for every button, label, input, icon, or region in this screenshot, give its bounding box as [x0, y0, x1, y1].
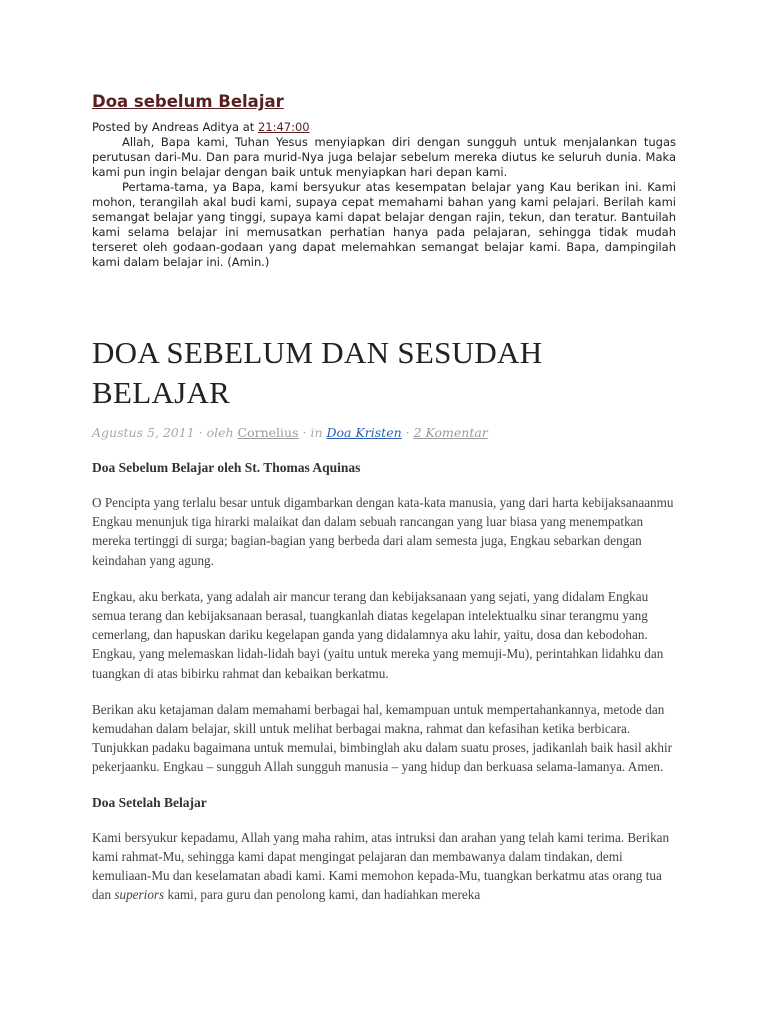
article-paragraph: Berikan aku ketajaman dalam memahami berbagai hal, kemampuan untuk mempertahankannya, metode dan kemudahan dalam belajar, skill untuk melihat berbagai makna, rahmat dan kefasihan ketika berbicara. Tunjukkan padaku bagaimana untuk memulai, bimbinglah aku dalam suatu proses, jadikanlah baik hasil akhir pekerjaanku. Engkau – sungguh Allah sungguh manusia – yang hidup dan berkuasa selama-lamanya. Amen.	[92, 701, 673, 775]
category-link[interactable]: Doa Kristen	[326, 425, 402, 440]
section-heading-after: Doa Setelah Belajar	[92, 794, 207, 810]
author-link[interactable]: Cornelius	[237, 425, 299, 440]
meta-separator: ·	[401, 425, 414, 440]
meta-date: Agustus 5, 2011 · oleh	[92, 425, 238, 440]
paragraph-text: kami, para guru dan penolong kami, dan hadiahkan mereka	[164, 887, 481, 903]
post-title-link[interactable]: Doa sebelum Belajar	[92, 92, 284, 111]
post-paragraph: Allah, Bapa kami, Tuhan Yesus menyiapkan diri dengan sungguh untuk menjalankan tugas perutusan dari-Mu. Dan para murid-Nya juga belajar sebelum mereka diutus ke seluruh dunia. Maka kami pun ingin belajar dengan baik untuk menyiapkan hari depan kami.	[92, 135, 676, 179]
article-doa-sebelum-dan-sesudah	[92, 333, 676, 904]
paragraph-italic: superiors	[114, 887, 165, 903]
article-meta	[92, 424, 676, 442]
post-paragraph: Pertama-tama, ya Bapa, kami bersyukur atas kesempatan belajar yang Kau berikan ini. Kami mohon, terangilah akal budi kami, supaya cepat memahami bahan yang kami pelajari. Berilah kami semangat belajar yang tinggi, supaya kami dapat belajar dengan rajin, tekun, dan teratur. Bantuilah kami selama belajar ini memusatkan perhatian hanya pada pelajaran, sehingga tidak mudah terseret oleh godaan-godaan yang dapat melemahkan semangat belajar kami. Bapa, dampingilah kami dalam belajar ini. (Amin.)	[92, 180, 676, 269]
post-doa-sebelum-belajar	[92, 92, 676, 270]
article-title: DOA SEBELUM DAN SESUDAH BELAJAR	[92, 335, 543, 410]
article-paragraph	[92, 828, 676, 905]
post-byline	[92, 120, 676, 135]
paragraph-text: Kami bersyukur kepadamu, Allah yang maha rahim, atas intruksi dan arahan yang telah kami terima. Berikan kami rahmat-Mu, sehingga kami dapat mengingat pelajaran dan membawanya dalam tindakan, demi kemuliaan-Mu dan keselamatan abadi kami. Kami memohon kepada-Mu, tuangkan berkatmu atas orang tua dan	[92, 829, 670, 903]
meta-in: · in	[298, 425, 327, 440]
byline-prefix: Posted by Andreas Aditya at	[92, 120, 258, 134]
section-heading-before: Doa Sebelum Belajar oleh St. Thomas Aquinas	[92, 460, 361, 475]
post-time-link[interactable]: 21:47:00	[257, 120, 310, 134]
comments-link[interactable]: 2 Komentar	[413, 425, 488, 440]
article-paragraph: Engkau, aku berkata, yang adalah air mancur terang dan kebijaksanaan yang sejati, yang didalam Engkau semua terang dan kebijaksanaan berasal, tuangkanlah diatas kegelapan intelektualku sinar terangmu yang cemerlang, dan hapuskan dariku kegelapan ganda yang didalamnya aku lahir, yaitu, dosa dan kebodohan. Engkau, yang melemaskan lidah-lidah bayi (yaitu untuk mereka yang memuji-Mu), perintahkan lidahku dan tuangkan di atas bibirku rahmat dan kebaikan berkatmu.	[92, 588, 664, 681]
article-paragraph: O Pencipta yang terlalu besar untuk digambarkan dengan kata-kata manusia, yang dari harta kebijaksanaanmu Engkau menunjuk tiga hirarki malaikat dan dalam sebuah rancangan yang luar biasa yang menempatkan mereka tertinggi di surga; bagian-bagian yang berbeda dari alam semesta juga, Engkau sebarkan dengan keindahan yang agung.	[92, 495, 674, 568]
